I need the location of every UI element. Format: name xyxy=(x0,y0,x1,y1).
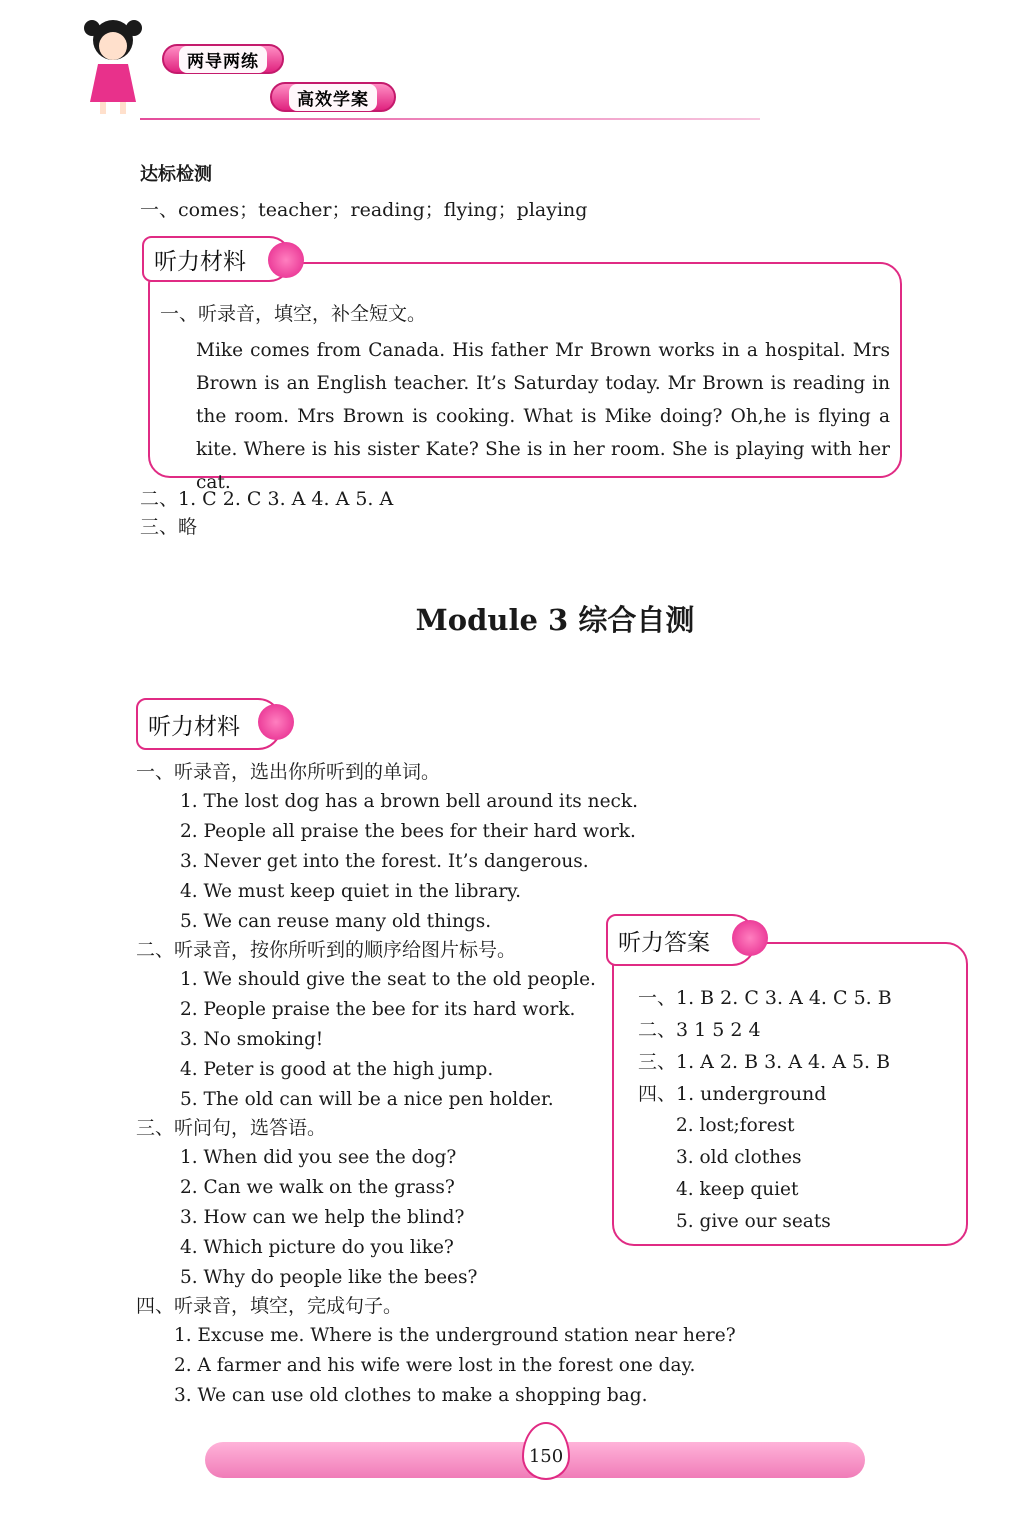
list-item: 5. We can reuse many old things. xyxy=(180,911,492,932)
box-instruction: 一、听录音，填空，补全短文。 xyxy=(160,303,427,325)
list-item: 2. People praise the bee for its hard work. xyxy=(180,999,576,1020)
section-heading: 达标检测 xyxy=(140,164,212,185)
list-item: 3. No smoking! xyxy=(180,1029,324,1050)
list-item: 5. The old can will be a nice pen holder. xyxy=(180,1089,554,1110)
answer-line: 二、3 1 5 2 4 xyxy=(638,1019,761,1041)
answer-line-3: 三、略 xyxy=(140,516,198,538)
list-item: 4. Peter is good at the high jump. xyxy=(180,1059,494,1080)
answer-line-2: 二、1. C 2. C 3. A 4. A 5. A xyxy=(140,488,394,510)
list-item: 4. Which picture do you like? xyxy=(180,1237,454,1258)
list-item: 2. Can we walk on the grass? xyxy=(180,1177,455,1198)
answers-tag-text: 听力答案 xyxy=(618,929,710,956)
list-item: 2. People all praise the bees for their hard work. xyxy=(180,821,636,842)
module-listening-tag xyxy=(136,698,282,750)
list-item: 1. We should give the seat to the old people. xyxy=(180,969,596,990)
q4-list xyxy=(174,1324,736,1414)
list-item: 1. When did you see the dog? xyxy=(180,1147,457,1168)
q1-list xyxy=(180,790,638,940)
listening-material-tag xyxy=(142,236,292,282)
decor-dots-icon xyxy=(268,242,304,278)
list-item: 3. We can use old clothes to make a shopping bag. xyxy=(174,1385,648,1406)
decor-dots-icon xyxy=(732,920,768,956)
q2-list xyxy=(180,968,596,1118)
list-item: 4. We must keep quiet in the library. xyxy=(180,881,522,902)
header-badge-1 xyxy=(162,44,284,74)
answer-line: 三、1. A 2. B 3. A 4. A 5. B xyxy=(638,1051,891,1073)
list-item: 3. How can we help the blind? xyxy=(180,1207,465,1228)
answers-tag xyxy=(606,914,756,966)
q4-heading: 四、听录音，填空，完成句子。 xyxy=(136,1295,403,1317)
answer-line: 一、1. B 2. C 3. A 4. C 5. B xyxy=(638,987,892,1009)
header-badge-2-text: 高效学案 xyxy=(289,84,377,111)
header-badge-1-text: 两导两练 xyxy=(179,46,267,73)
module-title: Module 3 综合自测 xyxy=(415,603,695,637)
q2-heading: 二、听录音，按你所听到的顺序给图片标号。 xyxy=(136,939,517,961)
mascot-girl-illustration xyxy=(78,18,148,118)
list-item: 5. Why do people like the bees? xyxy=(180,1267,478,1288)
header-divider xyxy=(140,118,760,120)
module-listening-tag-text: 听力材料 xyxy=(148,713,240,740)
answers-list xyxy=(638,986,892,1242)
answer-line: 3. old clothes xyxy=(676,1147,802,1168)
q3-list xyxy=(180,1146,477,1296)
box-paragraph: Mike comes from Canada. His father Mr Brown works in a hospital. Mrs Brown is an English teacher. It’s Saturday today. Mr Brown is reading in the room. Mrs Brown is cooking. What is Mike doing? Oh,he is flying a kite. Where is his sister Kate? She is in her room. She is playing with her cat. xyxy=(196,340,890,493)
answer-line: 4. keep quiet xyxy=(676,1179,799,1200)
answer-line-1: 一、comes；teacher；reading；flying；playing xyxy=(140,199,588,221)
list-item: 3. Never get into the forest. It’s dangerous. xyxy=(180,851,589,872)
answer-line: 2. lost;forest xyxy=(676,1115,795,1136)
decor-dots-icon xyxy=(258,704,294,740)
listening-material-tag-text: 听力材料 xyxy=(154,248,246,275)
list-item: 2. A farmer and his wife were lost in the forest one day. xyxy=(174,1355,696,1376)
header-badge-2 xyxy=(270,82,396,112)
q3-heading: 三、听问句，选答语。 xyxy=(136,1117,327,1139)
q1-heading: 一、听录音，选出你所听到的单词。 xyxy=(136,761,441,783)
answer-line: 5. give our seats xyxy=(676,1211,831,1232)
list-item: 1. Excuse me. Where is the underground station near here? xyxy=(174,1325,736,1346)
answer-line: 四、1. underground xyxy=(638,1083,827,1105)
list-item: 1. The lost dog has a brown bell around its neck. xyxy=(180,791,638,812)
page-number: 150 xyxy=(528,1446,564,1467)
